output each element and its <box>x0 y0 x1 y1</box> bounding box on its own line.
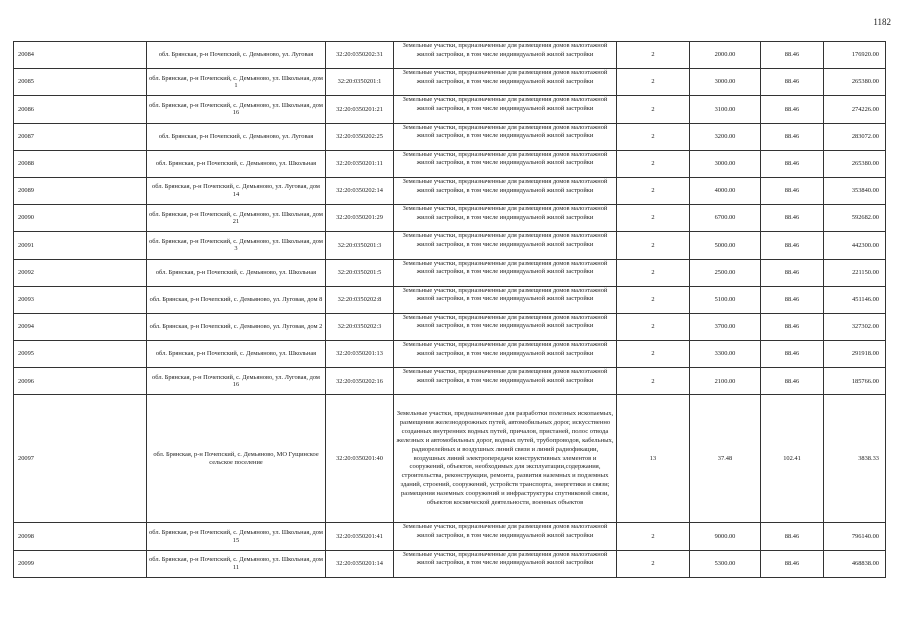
row-id-cell: 20091 <box>14 232 147 259</box>
address-cell: обл. Брянская, р-н Почепский, с. Демьяново, ул. Школьная, дом 1 <box>147 69 326 96</box>
row-id-cell: 20088 <box>14 150 147 177</box>
group-number-cell: 2 <box>617 42 690 69</box>
address-cell: обл. Брянская, р-н Почепский, с. Демьяново, ул. Луговая, дом 16 <box>147 368 326 395</box>
cadastral-value-cell: 796140.00 <box>824 523 886 550</box>
area-cell: 3000.00 <box>690 150 761 177</box>
group-number-cell: 2 <box>617 313 690 340</box>
cadastral-number-cell: 32:20:0350202:16 <box>326 368 394 395</box>
address-cell: обл. Брянская, р-н Почепский, с. Демьяново, ул. Луговая <box>147 42 326 69</box>
table-row <box>14 286 886 313</box>
table-row <box>14 205 886 232</box>
page-number: 1182 <box>873 17 891 27</box>
table-row <box>14 550 886 577</box>
cadastral-value-cell: 176920.00 <box>824 42 886 69</box>
permitted-use-cell: Земельные участки, предназначенные для размещения домов малоэтажной жилой застройки, в том числе индивидуальной жилой застройки <box>394 123 617 150</box>
table-row <box>14 313 886 340</box>
cadastral-number-cell: 32:20:0350201:40 <box>326 395 394 523</box>
cadastral-number-cell: 32:20:0350202:31 <box>326 42 394 69</box>
table-row <box>14 96 886 123</box>
group-number-cell: 2 <box>617 205 690 232</box>
specific-value-cell: 88.46 <box>761 123 824 150</box>
specific-value-cell: 88.46 <box>761 42 824 69</box>
permitted-use-cell: Земельные участки, предназначенные для размещения домов малоэтажной жилой застройки, в том числе индивидуальной жилой застройки <box>394 177 617 204</box>
permitted-use-cell: Земельные участки, предназначенные для размещения домов малоэтажной жилой застройки, в том числе индивидуальной жилой застройки <box>394 150 617 177</box>
table-row <box>14 395 886 523</box>
specific-value-cell: 88.46 <box>761 259 824 286</box>
specific-value-cell: 88.46 <box>761 150 824 177</box>
table-row <box>14 341 886 368</box>
permitted-use-cell: Земельные участки, предназначенные для размещения домов малоэтажной жилой застройки, в том числе индивидуальной жилой застройки <box>394 286 617 313</box>
table-row <box>14 523 886 550</box>
group-number-cell: 2 <box>617 259 690 286</box>
cadastral-value-cell: 3838.33 <box>824 395 886 523</box>
area-cell: 3300.00 <box>690 341 761 368</box>
group-number-cell: 2 <box>617 550 690 577</box>
cadastral-number-cell: 32:20:0350202:14 <box>326 177 394 204</box>
cadastral-value-cell: 291918.00 <box>824 341 886 368</box>
row-id-cell: 20099 <box>14 550 147 577</box>
table-row <box>14 232 886 259</box>
row-id-cell: 20092 <box>14 259 147 286</box>
specific-value-cell: 88.46 <box>761 341 824 368</box>
cadastral-value-cell: 274226.00 <box>824 96 886 123</box>
area-cell: 2100.00 <box>690 368 761 395</box>
row-id-cell: 20084 <box>14 42 147 69</box>
specific-value-cell: 88.46 <box>761 205 824 232</box>
row-id-cell: 20094 <box>14 313 147 340</box>
address-cell: обл. Брянская, р-н Почепский, с. Демьяново, ул. Школьная, дом 15 <box>147 523 326 550</box>
cadastral-value-cell: 468838.00 <box>824 550 886 577</box>
group-number-cell: 2 <box>617 368 690 395</box>
address-cell: обл. Брянская, р-н Почепский, с. Демьяново, ул. Луговая, дом 14 <box>147 177 326 204</box>
cadastral-number-cell: 32:20:0350201:3 <box>326 232 394 259</box>
group-number-cell: 2 <box>617 123 690 150</box>
address-cell: обл. Брянская, р-н Почепский, с. Демьяново, ул. Школьная, дом 21 <box>147 205 326 232</box>
cadastral-number-cell: 32:20:0350201:1 <box>326 69 394 96</box>
address-cell: обл. Брянская, р-н Почепский, с. Демьяново, ул. Школьная <box>147 259 326 286</box>
group-number-cell: 2 <box>617 286 690 313</box>
table-row <box>14 177 886 204</box>
address-cell: обл. Брянская, р-н Почепский, с. Демьяново, ул. Школьная <box>147 150 326 177</box>
area-cell: 37.48 <box>690 395 761 523</box>
specific-value-cell: 88.46 <box>761 69 824 96</box>
area-cell: 5000.00 <box>690 232 761 259</box>
cadastral-number-cell: 32:20:0350202:25 <box>326 123 394 150</box>
area-cell: 3100.00 <box>690 96 761 123</box>
area-cell: 2500.00 <box>690 259 761 286</box>
cadastral-number-cell: 32:20:0350201:41 <box>326 523 394 550</box>
address-cell: обл. Брянская, р-н Почепский, с. Демьяново, ул. Школьная, дом 3 <box>147 232 326 259</box>
area-cell: 4000.00 <box>690 177 761 204</box>
specific-value-cell: 88.46 <box>761 368 824 395</box>
group-number-cell: 2 <box>617 150 690 177</box>
specific-value-cell: 88.46 <box>761 523 824 550</box>
cadastral-value-cell: 283072.00 <box>824 123 886 150</box>
address-cell: обл. Брянская, р-н Почепский, с. Демьяново, ул. Луговая <box>147 123 326 150</box>
table-row <box>14 150 886 177</box>
cadastral-value-cell: 451146.00 <box>824 286 886 313</box>
group-number-cell: 2 <box>617 69 690 96</box>
cadastral-value-cell: 442300.00 <box>824 232 886 259</box>
area-cell: 9000.00 <box>690 523 761 550</box>
table-row <box>14 123 886 150</box>
cadastral-value-cell: 353840.00 <box>824 177 886 204</box>
permitted-use-cell: Земельные участки, предназначенные для размещения домов малоэтажной жилой застройки, в том числе индивидуальной жилой застройки <box>394 368 617 395</box>
row-id-cell: 20093 <box>14 286 147 313</box>
permitted-use-cell: Земельные участки, предназначенные для размещения домов малоэтажной жилой застройки, в том числе индивидуальной жилой застройки <box>394 313 617 340</box>
address-cell: обл. Брянская, р-н Почепский, с. Демьяново, ул. Школьная, дом 16 <box>147 96 326 123</box>
table-row <box>14 259 886 286</box>
row-id-cell: 20098 <box>14 523 147 550</box>
specific-value-cell: 88.46 <box>761 177 824 204</box>
group-number-cell: 2 <box>617 341 690 368</box>
address-cell: обл. Брянская, р-н Почепский, с. Демьяново, МО Гущинское сельское поселение <box>147 395 326 523</box>
permitted-use-cell: Земельные участки, предназначенные для размещения домов малоэтажной жилой застройки, в том числе индивидуальной жилой застройки <box>394 523 617 550</box>
permitted-use-cell: Земельные участки, предназначенные для размещения домов малоэтажной жилой застройки, в том числе индивидуальной жилой застройки <box>394 550 617 577</box>
specific-value-cell: 88.46 <box>761 550 824 577</box>
group-number-cell: 2 <box>617 232 690 259</box>
group-number-cell: 2 <box>617 177 690 204</box>
cadastral-value-cell: 221150.00 <box>824 259 886 286</box>
cadastral-number-cell: 32:20:0350201:29 <box>326 205 394 232</box>
cadastral-number-cell: 32:20:0350202:3 <box>326 313 394 340</box>
permitted-use-cell: Земельные участки, предназначенные для размещения домов малоэтажной жилой застройки, в том числе индивидуальной жилой застройки <box>394 341 617 368</box>
permitted-use-cell: Земельные участки, предназначенные для размещения домов малоэтажной жилой застройки, в том числе индивидуальной жилой застройки <box>394 205 617 232</box>
permitted-use-cell: Земельные участки, предназначенные для размещения домов малоэтажной жилой застройки, в том числе индивидуальной жилой застройки <box>394 259 617 286</box>
row-id-cell: 20087 <box>14 123 147 150</box>
row-id-cell: 20089 <box>14 177 147 204</box>
specific-value-cell: 88.46 <box>761 232 824 259</box>
area-cell: 2000.00 <box>690 42 761 69</box>
table-row <box>14 69 886 96</box>
address-cell: обл. Брянская, р-н Почепский, с. Демьяново, ул. Школьная <box>147 341 326 368</box>
area-cell: 6700.00 <box>690 205 761 232</box>
table-row <box>14 42 886 69</box>
permitted-use-cell: Земельные участки, предназначенные для размещения домов малоэтажной жилой застройки, в том числе индивидуальной жилой застройки <box>394 232 617 259</box>
specific-value-cell: 88.46 <box>761 286 824 313</box>
area-cell: 3700.00 <box>690 313 761 340</box>
cadastral-number-cell: 32:20:0350201:14 <box>326 550 394 577</box>
group-number-cell: 13 <box>617 395 690 523</box>
row-id-cell: 20096 <box>14 368 147 395</box>
area-cell: 5300.00 <box>690 550 761 577</box>
row-id-cell: 20090 <box>14 205 147 232</box>
cadastral-number-cell: 32:20:0350201:21 <box>326 96 394 123</box>
permitted-use-cell: Земельные участки, предназначенные для размещения домов малоэтажной жилой застройки, в том числе индивидуальной жилой застройки <box>394 96 617 123</box>
cadastral-number-cell: 32:20:0350201:5 <box>326 259 394 286</box>
cadastral-number-cell: 32:20:0350201:13 <box>326 341 394 368</box>
cadastral-number-cell: 32:20:0350201:11 <box>326 150 394 177</box>
address-cell: обл. Брянская, р-н Почепский, с. Демьяново, ул. Луговая, дом 8 <box>147 286 326 313</box>
cadastral-value-cell: 592682.00 <box>824 205 886 232</box>
area-cell: 5100.00 <box>690 286 761 313</box>
cadastral-value-cell: 265380.00 <box>824 150 886 177</box>
specific-value-cell: 88.46 <box>761 96 824 123</box>
cadastral-value-cell: 185766.00 <box>824 368 886 395</box>
row-id-cell: 20097 <box>14 395 147 523</box>
area-cell: 3000.00 <box>690 69 761 96</box>
address-cell: обл. Брянская, р-н Почепский, с. Демьяново, ул. Школьная, дом 11 <box>147 550 326 577</box>
group-number-cell: 2 <box>617 96 690 123</box>
specific-value-cell: 102.41 <box>761 395 824 523</box>
row-id-cell: 20086 <box>14 96 147 123</box>
land-registry-table <box>13 41 886 578</box>
permitted-use-cell: Земельные участки, предназначенные для размещения домов малоэтажной жилой застройки, в том числе индивидуальной жилой застройки <box>394 69 617 96</box>
cadastral-value-cell: 265380.00 <box>824 69 886 96</box>
group-number-cell: 2 <box>617 523 690 550</box>
address-cell: обл. Брянская, р-н Почепский, с. Демьяново, ул. Луговая, дом 2 <box>147 313 326 340</box>
row-id-cell: 20095 <box>14 341 147 368</box>
cadastral-value-cell: 327302.00 <box>824 313 886 340</box>
permitted-use-cell: Земельные участки, предназначенные для размещения домов малоэтажной жилой застройки, в том числе индивидуальной жилой застройки <box>394 42 617 69</box>
specific-value-cell: 88.46 <box>761 313 824 340</box>
row-id-cell: 20085 <box>14 69 147 96</box>
cadastral-number-cell: 32:20:0350202:8 <box>326 286 394 313</box>
permitted-use-cell: Земельные участки, предназначенные для разработки полезных ископаемых, размещения железнодорожных путей, автомобильных дорог, искусственно созданных внутренних водных путей, причалов, пристаней, полос отвода железных и автомобильных дорог, водных путей, трубопроводов, кабельных, радиорелейных и воздушных линий связи и линий радиофикации, воздушных линий электропередачи конструктивных элементов и сооружений, объектов, необходимых для эксплуатации,содержания, строительства, реконструкции, ремонта, развития наземных и подземных зданий, строений, сооружений, устройств транспорта, энергетики и связи; размещения наземных сооружений и инфраструктуры спутниковой связи, объектов космической деятельности, военных объектов <box>394 395 617 523</box>
table-row <box>14 368 886 395</box>
area-cell: 3200.00 <box>690 123 761 150</box>
